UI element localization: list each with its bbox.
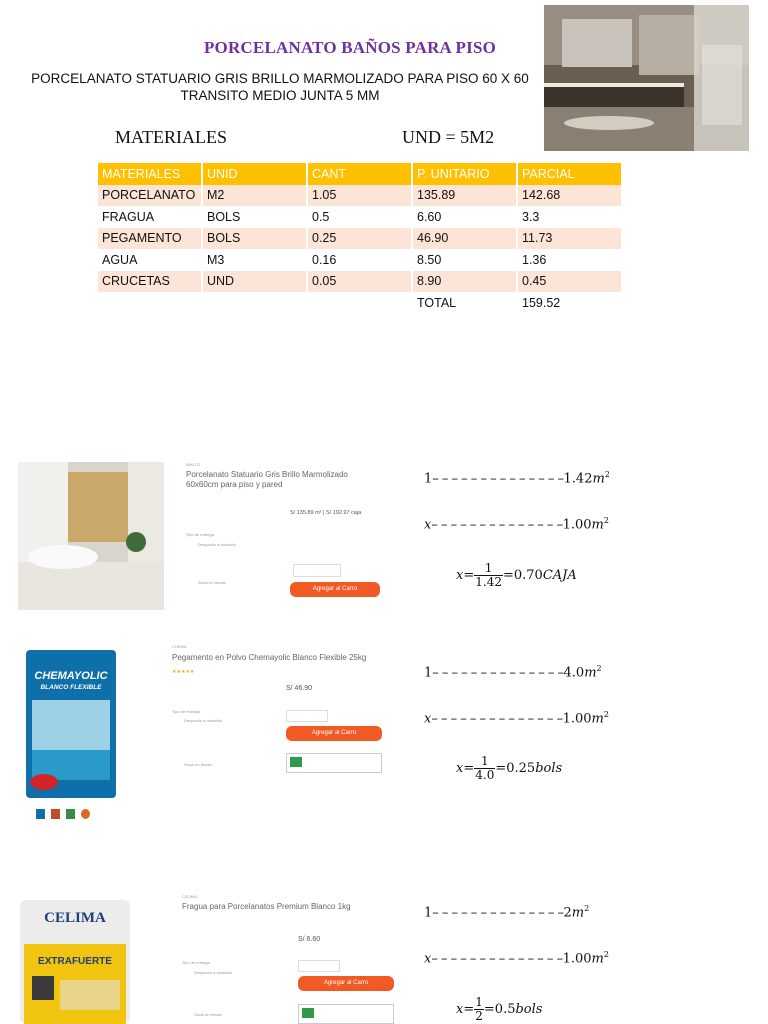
thumbnail-strip[interactable] xyxy=(36,806,116,818)
add-to-cart-button[interactable]: Agregar al Carro xyxy=(298,976,394,991)
home-delivery-option[interactable]: Despacho a domicilio xyxy=(198,542,237,547)
promo-banner xyxy=(286,753,382,773)
product-screenshot-porcelanato xyxy=(18,452,388,610)
bag-variant-text: BLANCO FLEXIBLE xyxy=(40,684,102,691)
result-value: 0.25 xyxy=(506,761,536,776)
store-stock-option[interactable]: Stock en tienda xyxy=(198,580,226,585)
table-cell: 8.90 xyxy=(413,271,516,293)
product-price: S/ 135.89 m² | S/ 192.97 caja xyxy=(290,510,362,516)
header-cell: MATERIALES xyxy=(98,163,201,185)
eq-unit: m xyxy=(571,905,585,921)
total-label: TOTAL xyxy=(413,292,516,314)
product-name: Pegamento en Polvo Chemayolic Blanco Flexible 25kg xyxy=(172,653,367,662)
product-brand: RIALTO xyxy=(186,462,201,467)
total-value: 159.52 xyxy=(518,292,621,314)
table-cell: 0.16 xyxy=(308,249,411,271)
table-header-row xyxy=(98,163,621,185)
table-cell xyxy=(98,292,201,314)
frac-numerator: 1 xyxy=(474,562,503,576)
product-name-line-2: 60x60cm para piso y pared xyxy=(186,479,283,489)
table-cell: M3 xyxy=(203,249,306,271)
header-cell: UNID xyxy=(203,163,306,185)
eq-left: x xyxy=(424,517,432,533)
eq-right: 1.00 xyxy=(562,517,592,533)
delivery-label: Tipo de entrega xyxy=(182,960,210,965)
table-cell: 3.3 xyxy=(518,206,621,228)
add-to-cart-button[interactable]: Agregar al Carro xyxy=(286,726,382,741)
table-cell: 142.68 xyxy=(518,185,621,207)
delivery-label: Tipo de entrega xyxy=(172,709,200,714)
eq-right: 2 xyxy=(563,905,572,921)
eq-unit: m xyxy=(592,471,605,487)
dash-line: – – – – – – – – – – – – – – xyxy=(432,905,564,921)
equation-2-pegamento: x– – – – – – – – – – – – – $-1.00m^2$ xyxy=(424,710,609,727)
table-row xyxy=(98,185,621,207)
store-stock-option[interactable]: Stock en tienda xyxy=(184,762,212,767)
table-cell: 0.45 xyxy=(518,271,621,293)
table-cell: AGUA xyxy=(98,249,201,271)
eq-unit: m xyxy=(591,517,604,533)
frac-numerator: 1 xyxy=(475,995,483,1009)
materials-table xyxy=(96,163,623,314)
header-cell: PARCIAL xyxy=(518,163,621,185)
equation-1-pegamento: 1– – – – – – – – – – – – – $-4.0m^2$ xyxy=(424,664,602,681)
frac-denominator: 4.0 xyxy=(475,768,495,782)
table-cell: 135.89 xyxy=(413,185,516,207)
header-cell: P. UNITARIO xyxy=(413,163,516,185)
product-name-line-1: Porcelanato Statuario Gris Brillo Marmolizado xyxy=(186,470,348,479)
table-cell xyxy=(203,292,306,314)
bag-brand-text: CHEMAYOLIC xyxy=(34,670,108,682)
page-subtitle xyxy=(30,70,530,104)
quantity-stepper[interactable] xyxy=(286,710,328,722)
frac-numerator: 1 xyxy=(474,755,495,769)
promo-banner xyxy=(298,1004,394,1024)
product-brand: CELIMA xyxy=(182,894,197,899)
table-cell: 0.05 xyxy=(308,271,411,293)
result-unit: bols xyxy=(515,1002,543,1017)
table-cell: 8.50 xyxy=(413,249,516,271)
result-porcelanato: x= $\frac{1}{1.42}$ =0.70CAJA xyxy=(456,561,577,589)
table-cell: PORCELANATO xyxy=(98,185,201,207)
product-bag-image xyxy=(20,900,130,1024)
product-screenshot-fragua xyxy=(10,890,395,1024)
eq-left: x xyxy=(424,951,432,967)
table-cell: FRAGUA xyxy=(98,206,201,228)
table-cell: 0.5 xyxy=(308,206,411,228)
result-fragua: x= $\frac{1}{2}$ =0.5bols xyxy=(456,995,543,1023)
table-cell: 6.60 xyxy=(413,206,516,228)
product-name: Fragua para Porcelanatos Premium Blanco 1kg xyxy=(182,902,351,911)
delivery-label: Tipo de entrega xyxy=(186,532,214,537)
header-cell: CANT xyxy=(308,163,411,185)
result-unit: CAJA xyxy=(542,568,577,583)
bathroom-photo xyxy=(544,5,749,151)
materials-label: MATERIALES xyxy=(115,127,227,147)
eq-unit: m xyxy=(591,711,604,727)
bag-brand-text: CELIMA xyxy=(44,910,106,926)
frac-denominator: 2 xyxy=(475,1009,483,1023)
table-cell: CRUCETAS xyxy=(98,271,201,293)
table-row xyxy=(98,249,621,271)
product-photo xyxy=(18,462,164,610)
eq-left: x xyxy=(424,711,432,727)
product-screenshot-pegamento xyxy=(18,640,388,834)
dash-line: – – – – – – – – – – – – – – xyxy=(432,471,564,487)
table-cell: BOLS xyxy=(203,206,306,228)
store-stock-option[interactable]: Stock en tienda xyxy=(194,1012,222,1017)
eq-right: 1.00 xyxy=(562,711,592,727)
table-cell: 1.05 xyxy=(308,185,411,207)
equation-1-porcelanato: 1– – – – – – – – – – – – – $-1.42m^2$ xyxy=(424,470,610,487)
table-cell: M2 xyxy=(203,185,306,207)
table-cell: 1.36 xyxy=(518,249,621,271)
result-value: 0.70 xyxy=(513,568,543,583)
eq-right: 4.0 xyxy=(563,665,585,681)
eq-left: 1 xyxy=(424,665,433,681)
home-delivery-option[interactable]: Despacho a domicilio xyxy=(184,718,223,723)
dash-line: – – – – – – – – – – – – – – xyxy=(431,951,563,967)
table-row xyxy=(98,271,621,293)
eq-left: 1 xyxy=(424,905,433,921)
result-pegamento: x= $\frac{1}{4.0}$ =0.25bols xyxy=(456,754,563,782)
table-cell: 46.90 xyxy=(413,228,516,250)
page-title: PORCELANATO BAÑOS PARA PISO xyxy=(203,38,497,57)
eq-unit: m xyxy=(584,665,597,681)
table-cell xyxy=(308,292,411,314)
table-cell: 0.25 xyxy=(308,228,411,250)
frac-denominator: 1.42 xyxy=(475,575,502,589)
subtitle-line-1: PORCELANATO STATUARIO GRIS BRILLO MARMOLIZADO PARA PISO 60 X 60 xyxy=(31,71,529,86)
unit-label: UND = 5M2 xyxy=(402,127,495,147)
result-value: 0.5 xyxy=(494,1002,516,1017)
dash-line: – – – – – – – – – – – – – – xyxy=(432,665,564,681)
eq-right: 1.42 xyxy=(563,471,593,487)
equation-2-fragua: x– – – – – – – – – – – – – $-1.00m^2$ xyxy=(424,950,609,967)
equation-2-porcelanato: x– – – – – – – – – – – – – $-1.00m^2$ xyxy=(424,516,609,533)
table-total-row xyxy=(98,292,621,314)
product-price: S/ 6.60 xyxy=(298,936,321,943)
table-cell: UND xyxy=(203,271,306,293)
table-cell: BOLS xyxy=(203,228,306,250)
subtitle-line-2: TRANSITO MEDIO JUNTA 5 MM xyxy=(180,88,380,103)
product-bag-image xyxy=(26,650,116,798)
product-name xyxy=(186,470,386,489)
rating-stars: ★★★★★ xyxy=(172,669,195,675)
add-to-cart-button[interactable]: Agregar al Carro xyxy=(290,582,380,597)
dash-line: – – – – – – – – – – – – – – xyxy=(431,517,563,533)
result-unit: bols xyxy=(535,761,563,776)
home-delivery-option[interactable]: Despacho a domicilio xyxy=(194,970,233,975)
table-row xyxy=(98,206,621,228)
table-cell: 11.73 xyxy=(518,228,621,250)
eq-left: 1 xyxy=(424,471,433,487)
product-brand: CHEMA xyxy=(172,644,187,649)
dash-line: – – – – – – – – – – – – – – xyxy=(431,711,563,727)
product-price: S/ 46.90 xyxy=(286,685,313,692)
eq-unit: m xyxy=(591,951,604,967)
quantity-stepper[interactable] xyxy=(298,960,340,972)
bag-variant-text: EXTRAFUERTE xyxy=(38,956,112,967)
table-row xyxy=(98,228,621,250)
table-cell: PEGAMENTO xyxy=(98,228,201,250)
equation-1-fragua: 1– – – – – – – – – – – – – $-2m^2$ xyxy=(424,904,590,921)
quantity-stepper[interactable] xyxy=(293,564,341,577)
eq-right: 1.00 xyxy=(562,951,592,967)
